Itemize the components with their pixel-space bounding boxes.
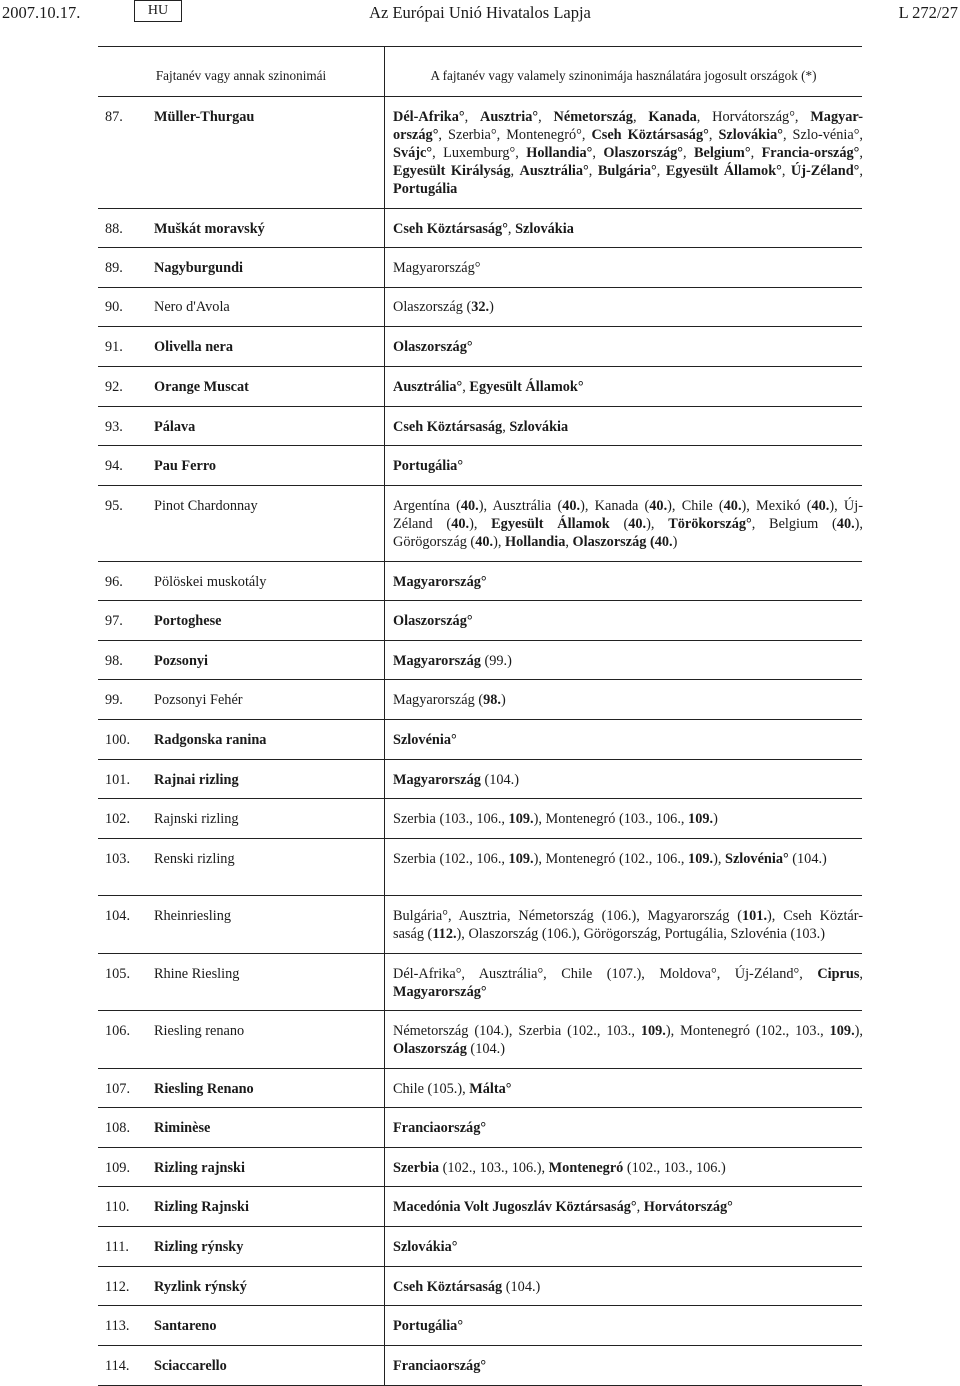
variety-name: Rajnai rizling — [154, 772, 239, 788]
variety-name: Nero d'Avola — [154, 299, 230, 315]
country-list: Szlovákia° — [393, 1239, 458, 1255]
page-number: L 272/27 — [898, 3, 958, 22]
row-divider — [98, 640, 862, 641]
country-list: Portugália° — [393, 1318, 464, 1334]
country-list: Olaszország (32.) — [393, 299, 494, 315]
country-list: Magyarország° — [393, 574, 487, 590]
row-number: 111. — [105, 1239, 129, 1255]
country-list: Bulgária°, Ausztria, Németország (106.), Magyarország (101.), Cseh Köztár-saság (112.), Olaszország (106.), Görögország, Portugália, Szlovénia (103.) — [393, 908, 864, 942]
row-number: 112. — [105, 1279, 130, 1295]
country-list: Cseh Köztársaság (104.) — [393, 1279, 541, 1295]
country-list: Szerbia (102., 103., 106.), Montenegró (102., 103., 106.) — [393, 1160, 726, 1176]
row-number: 106. — [105, 1023, 131, 1039]
country-list: Magyarország (104.) — [393, 772, 520, 788]
row-divider — [98, 208, 862, 209]
variety-name: Santareno — [154, 1318, 217, 1334]
row-number: 107. — [105, 1081, 131, 1097]
variety-name: Muškát moravský — [154, 221, 265, 237]
journal-title: Az Európai Unió Hivatalos Lapja — [369, 3, 591, 22]
row-divider — [98, 1345, 862, 1346]
country-list: Dél-Afrika°, Ausztria°, Németország, Kanada, Horvátország°, Magyar-ország°, Szerbia°, Montenegró°, Cseh Köztársaság°, Szlovákia°, Szlo-vénia°, Svájc°, Luxemburg°, Hollandia°, Olaszország°, Belgium°, Francia-ország°, Egyesült Királyság, Ausztrália°, Bulgária°, Egyesült Államok°, Új-Zéland°, Portugália — [393, 109, 863, 197]
row-number: 104. — [105, 908, 131, 924]
column-header-countries: A fajtanév vagy valamely szinonimája használatára jogosult országok (*) — [430, 68, 817, 83]
variety-name: Rizling rýnsky — [154, 1239, 244, 1255]
country-list: Franciaország° — [393, 1358, 487, 1374]
row-divider — [98, 1010, 862, 1011]
row-number: 92. — [105, 379, 123, 395]
row-divider — [98, 445, 862, 446]
row-number: 103. — [105, 851, 131, 867]
country-list: Németország (104.), Szerbia (102., 103., 109.), Montenegró (102., 103., 109.), Olaszország (104.) — [393, 1023, 863, 1057]
row-divider — [98, 1068, 862, 1069]
variety-name: Pölöskei muskotály — [154, 574, 267, 590]
variety-name: Rizling Rajnski — [154, 1199, 249, 1215]
row-number: 95. — [105, 498, 123, 514]
country-list: Argentína (40.), Ausztrália (40.), Kanada (40.), Chile (40.), Mexikó (40.), Új-Zéland (40.), Egyesült Államok (40.), Törökország°, Belgium (40.), Görögország (40.), Hollandia, Olaszország (40.) — [393, 498, 864, 550]
row-divider — [98, 485, 862, 486]
row-number: 108. — [105, 1120, 131, 1136]
row-divider — [98, 1107, 862, 1108]
country-list: Magyarország° — [393, 260, 481, 276]
row-number: 110. — [105, 1199, 130, 1215]
variety-name: Sciaccarello — [154, 1358, 227, 1374]
row-divider — [98, 1305, 862, 1306]
row-number: 93. — [105, 419, 123, 435]
variety-name: Rajnski rizling — [154, 811, 239, 827]
variety-name: Nagyburgundi — [154, 260, 243, 276]
row-number: 89. — [105, 260, 123, 276]
row-divider — [98, 406, 862, 407]
row-divider — [98, 326, 862, 327]
row-divider — [98, 366, 862, 367]
row-divider — [98, 838, 862, 839]
variety-name: Riminèse — [154, 1120, 211, 1136]
publication-date: 2007.10.17. — [2, 3, 81, 22]
country-list: Szlovénia° — [393, 732, 457, 748]
row-number: 94. — [105, 458, 123, 474]
variety-name: Pozsonyi Fehér — [154, 692, 243, 708]
row-divider — [98, 1147, 862, 1148]
row-divider — [98, 719, 862, 720]
row-divider — [98, 287, 862, 288]
column-header-variety: Fajtanév vagy annak szinonimái — [155, 68, 327, 83]
header-rule — [98, 96, 862, 97]
country-list: Magyarország (98.) — [393, 692, 506, 708]
country-list: Macedónia Volt Jugoszláv Köztársaság°, Horvátország° — [393, 1199, 733, 1215]
row-number: 114. — [105, 1358, 130, 1374]
country-list: Dél-Afrika°, Ausztrália°, Chile (107.), Moldova°, Új-Zéland°, Ciprus, Magyarország° — [393, 966, 863, 1000]
page-header — [0, 0, 960, 28]
variety-name: Portoghese — [154, 613, 222, 629]
row-number: 98. — [105, 653, 123, 669]
variety-name: Riesling Renano — [154, 1081, 254, 1097]
table-top-rule — [98, 46, 862, 47]
row-divider — [98, 798, 862, 799]
variety-name: Riesling renano — [154, 1023, 245, 1039]
row-divider — [98, 1186, 862, 1187]
row-divider — [98, 953, 862, 954]
row-divider — [98, 1226, 862, 1227]
row-divider — [98, 679, 862, 680]
country-list: Olaszország° — [393, 339, 473, 355]
variety-name: Orange Muscat — [154, 379, 249, 395]
row-divider — [98, 247, 862, 248]
country-list: Chile (105.), Málta° — [393, 1081, 512, 1097]
row-divider — [98, 600, 862, 601]
country-list: Franciaország° — [393, 1120, 487, 1136]
variety-name: Ryzlink rýnský — [154, 1279, 247, 1295]
row-number: 90. — [105, 299, 123, 315]
row-number: 87. — [105, 109, 123, 125]
variety-name: Pálava — [154, 419, 196, 435]
row-number: 109. — [105, 1160, 131, 1176]
variety-name: Olivella nera — [154, 339, 234, 355]
row-divider — [98, 1266, 862, 1267]
country-list: Ausztrália°, Egyesült Államok° — [393, 379, 584, 395]
row-number: 100. — [105, 732, 131, 748]
variety-name: Pinot Chardonnay — [154, 498, 258, 514]
row-number: 101. — [105, 772, 131, 788]
variety-name: Rizling rajnski — [154, 1160, 245, 1176]
variety-name: Pozsonyi — [154, 653, 209, 669]
country-list: Magyarország (99.) — [393, 653, 512, 669]
row-number: 97. — [105, 613, 123, 629]
country-list: Olaszország° — [393, 613, 473, 629]
row-number: 91. — [105, 339, 123, 355]
variety-name: Müller-Thurgau — [154, 109, 255, 125]
row-number: 113. — [105, 1318, 130, 1334]
variety-name: Radgonska ranina — [154, 732, 267, 748]
country-list: Portugália° — [393, 458, 464, 474]
row-divider — [98, 759, 862, 760]
country-list: Szerbia (103., 106., 109.), Montenegró (103., 106., 109.) — [393, 811, 718, 827]
variety-name: Renski rizling — [154, 851, 235, 867]
row-number: 99. — [105, 692, 123, 708]
row-number: 88. — [105, 221, 123, 237]
variety-name: Pau Ferro — [154, 458, 217, 474]
row-divider — [98, 895, 862, 896]
country-list: Cseh Köztársaság°, Szlovákia — [393, 221, 574, 237]
row-number: 102. — [105, 811, 131, 827]
country-list: Szerbia (102., 106., 109.), Montenegró (102., 106., 109.), Szlovénia° (104.) — [393, 851, 827, 867]
language-code: HU — [134, 0, 182, 22]
country-list: Cseh Köztársaság, Szlovákia — [393, 419, 569, 435]
row-number: 96. — [105, 574, 123, 590]
row-number: 105. — [105, 966, 131, 982]
variety-name: Rhine Riesling — [154, 966, 240, 982]
row-divider — [98, 561, 862, 562]
variety-name: Rheinriesling — [154, 908, 232, 924]
